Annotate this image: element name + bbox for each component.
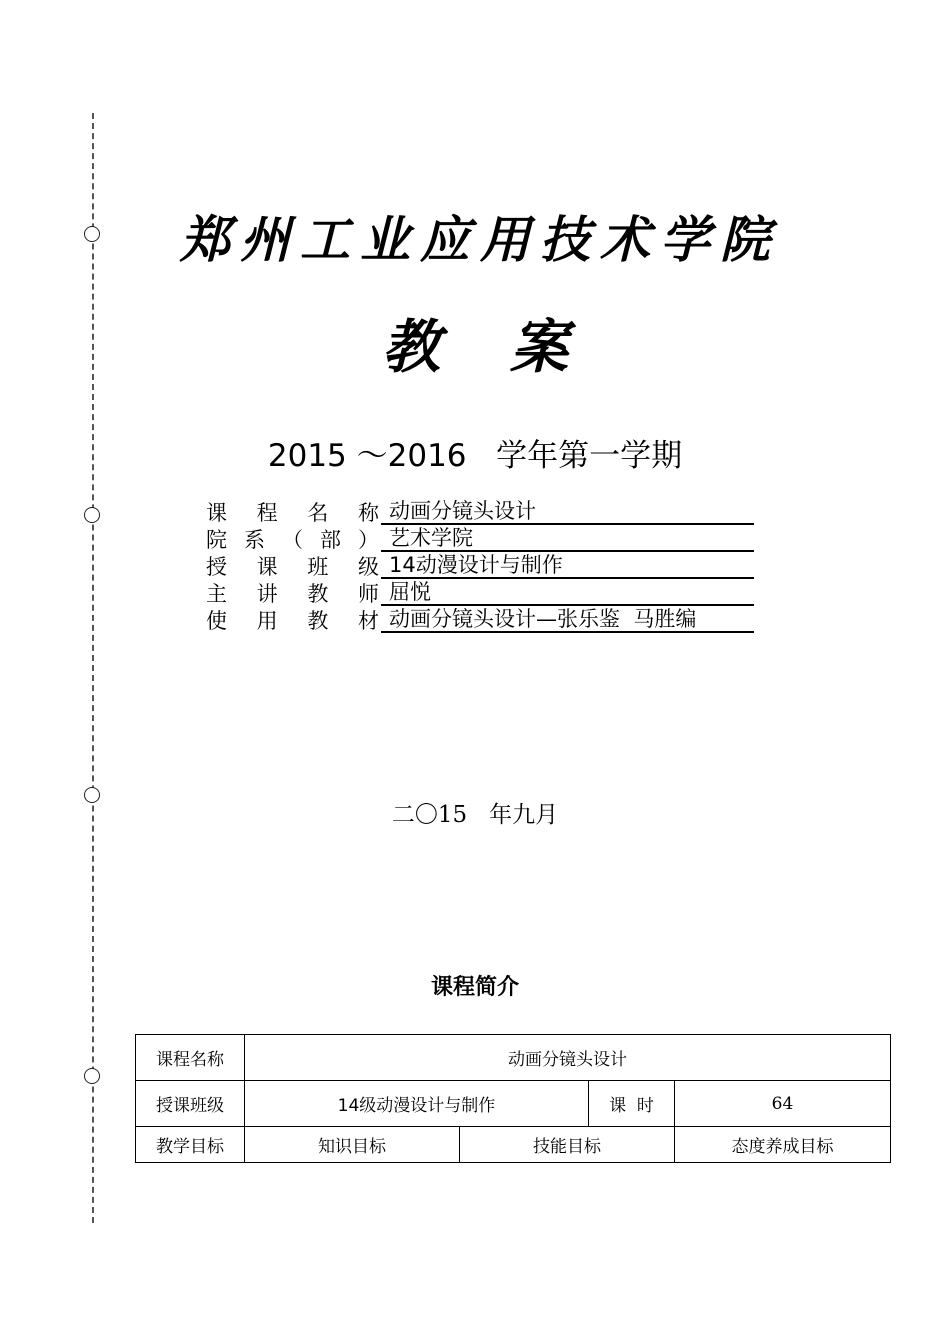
textbook-value: 动画分镜头设计—张乐鉴 马胜编 bbox=[381, 607, 754, 633]
info-label bbox=[206, 501, 379, 525]
course-name-value: 动画分镜头设计 bbox=[381, 499, 754, 525]
hours-label-cell: 课 时 bbox=[589, 1081, 675, 1127]
info-row-teacher bbox=[206, 579, 754, 606]
info-label-char: 主 bbox=[206, 582, 227, 606]
info-label-char: 教 bbox=[307, 582, 329, 606]
academic-term: 2015 ～2016 学年第一学期 bbox=[267, 438, 683, 474]
info-row-department bbox=[206, 525, 754, 552]
table-row bbox=[136, 1035, 891, 1081]
attitude-goal-cell: 态度养成目标 bbox=[675, 1127, 891, 1163]
info-row-textbook bbox=[206, 606, 754, 633]
skill-goal-cell: 技能目标 bbox=[460, 1127, 675, 1163]
info-label bbox=[206, 555, 379, 579]
school-name: 郑州工业应用技术学院 bbox=[180, 210, 780, 269]
info-label-char: 材 bbox=[357, 609, 379, 633]
course-intro-title: 课程简介 bbox=[430, 975, 519, 1000]
info-label bbox=[206, 528, 379, 552]
info-label-char: 教 bbox=[307, 609, 329, 633]
knowledge-goal-cell: 知识目标 bbox=[245, 1127, 460, 1163]
class-label-cell: 授课班级 bbox=[136, 1081, 245, 1127]
info-label-char: 班 bbox=[307, 555, 329, 579]
table-row bbox=[136, 1127, 891, 1163]
goals-label-cell: 教学目标 bbox=[136, 1127, 245, 1163]
course-name-label-cell: 课程名称 bbox=[136, 1035, 245, 1081]
course-intro-table bbox=[135, 1034, 891, 1163]
info-label-char: 名 bbox=[307, 501, 329, 525]
class-value-cell: 14级动漫设计与制作 bbox=[245, 1081, 589, 1127]
info-row-course-name bbox=[206, 498, 754, 525]
info-label-char: 课 bbox=[206, 501, 227, 525]
info-label-char: 院 bbox=[206, 528, 227, 552]
info-label-char: 部 bbox=[320, 528, 341, 552]
binding-hole-icon bbox=[84, 1068, 100, 1084]
document-date: 二〇15 年九月 bbox=[391, 802, 559, 828]
teacher-value: 屈悦 bbox=[381, 580, 754, 606]
info-label bbox=[206, 582, 379, 606]
course-name-value-cell: 动画分镜头设计 bbox=[245, 1035, 891, 1081]
binding-margin-line bbox=[92, 113, 94, 1223]
info-label-char: 讲 bbox=[256, 582, 278, 606]
binding-hole-icon bbox=[84, 507, 100, 523]
info-label-char: 系 bbox=[244, 528, 265, 552]
hours-value-cell: 64 bbox=[675, 1081, 891, 1127]
info-label-char: 师 bbox=[357, 582, 379, 606]
info-label-char: 称 bbox=[357, 501, 379, 525]
info-label-char: 级 bbox=[357, 555, 379, 579]
info-label-char: 使 bbox=[206, 609, 227, 633]
info-label-char: 课 bbox=[256, 555, 278, 579]
info-label-char: （ bbox=[282, 528, 303, 552]
document-title: 教案 bbox=[381, 313, 638, 381]
department-value: 艺术学院 bbox=[381, 526, 754, 552]
info-row-class bbox=[206, 552, 754, 579]
info-label bbox=[206, 609, 379, 633]
info-label-char: 程 bbox=[256, 501, 278, 525]
course-info-block bbox=[206, 498, 754, 633]
info-label-char: 授 bbox=[206, 555, 227, 579]
info-label-char: ） bbox=[358, 528, 379, 552]
class-value: 14动漫设计与制作 bbox=[381, 553, 754, 579]
table-row bbox=[136, 1081, 891, 1127]
info-label-char: 用 bbox=[256, 609, 278, 633]
